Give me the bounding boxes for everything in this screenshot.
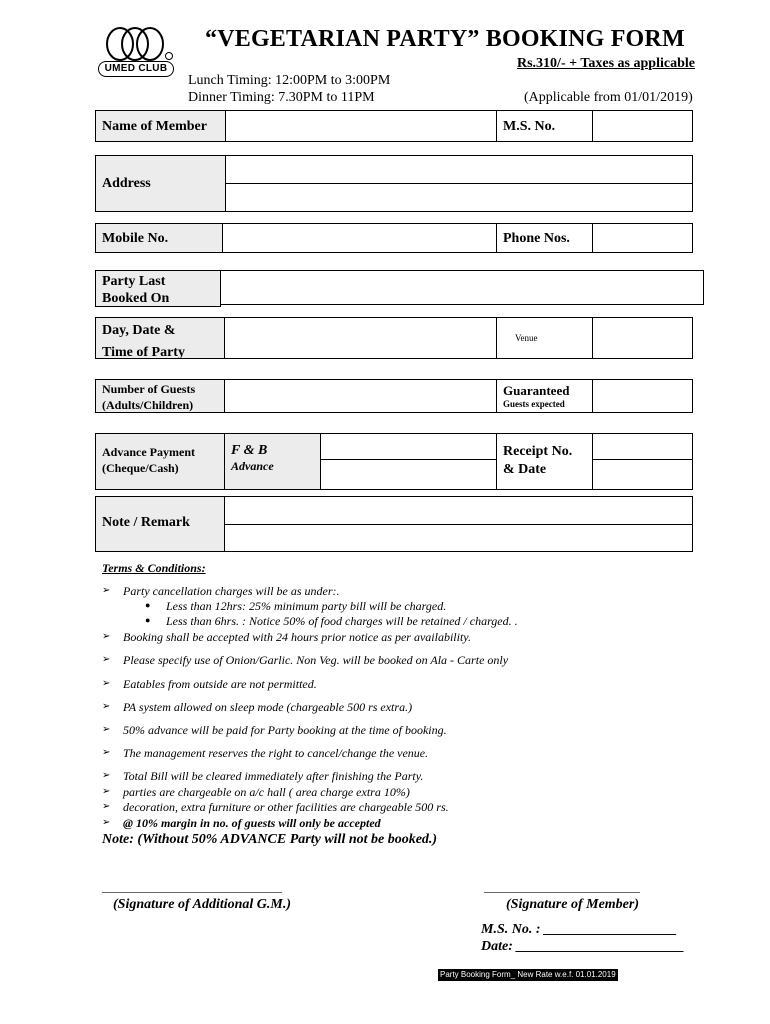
gm-signature-label: (Signature of Additional G.M.) xyxy=(113,897,292,912)
note-remark-label-cell xyxy=(95,496,225,552)
venue-label: Venue xyxy=(515,333,538,343)
venue-field[interactable] xyxy=(592,317,693,359)
arrow-bullet-icon: ➢ xyxy=(102,770,111,781)
day-date-line-1: Day, Date & xyxy=(102,323,176,338)
arrow-bullet-icon: ➢ xyxy=(102,786,111,797)
number-of-guests-label-cell xyxy=(95,379,225,413)
term-6: 50% advance will be paid for Party booking at the time of booking. xyxy=(123,723,447,737)
umed-club-logo xyxy=(98,24,178,80)
dinner-timing: Dinner Timing: 7.30PM to 11PM xyxy=(188,90,375,105)
terms-heading: Terms & Conditions: xyxy=(102,561,206,575)
arrow-bullet-icon: ➢ xyxy=(102,801,111,812)
fb-line-2: Advance xyxy=(231,459,274,473)
day-date-line-2: Time of Party xyxy=(102,345,185,360)
mobile-no-label: Mobile No. xyxy=(102,231,169,246)
term-2: Booking shall be accepted with 24 hours prior notice as per availability. xyxy=(123,630,471,644)
term-5: PA system allowed on sleep mode (chargeable 500 rs extra.) xyxy=(123,700,413,714)
guaranteed-label-cell xyxy=(496,379,593,413)
address-label: Address xyxy=(102,176,151,191)
dot-bullet-icon: ● xyxy=(145,615,151,625)
advance-payment-label xyxy=(102,444,195,476)
term-1: Party cancellation charges will be as under:. xyxy=(123,584,340,598)
note-remark-label: Note / Remark xyxy=(102,515,190,530)
arrow-bullet-icon: ➢ xyxy=(102,585,111,596)
rate-text: Rs.310/- + Taxes as applicable xyxy=(517,56,695,71)
party-last-line-2: Booked On xyxy=(102,291,170,306)
ms-no-label: M.S. No. xyxy=(503,119,556,134)
guaranteed-label xyxy=(503,383,569,409)
guests-line-1: Number of Guests xyxy=(102,382,196,396)
term-10: decoration, extra furniture or other facilities are chargeable 500 rs. xyxy=(123,800,449,814)
phone-nos-label: Phone Nos. xyxy=(503,231,570,246)
arrow-bullet-icon: ➢ xyxy=(102,654,111,665)
term-1b: Less than 6hrs. : Notice 50% of food charges will be retained / charged. . xyxy=(166,614,518,628)
phone-nos-label-cell xyxy=(496,223,593,253)
phone-nos-field[interactable] xyxy=(592,223,693,253)
gm-signature-line: ______________________________ xyxy=(102,880,282,894)
number-of-guests-label xyxy=(102,381,195,413)
receipt-label xyxy=(503,443,572,479)
mobile-no-label-cell xyxy=(95,223,223,253)
term-7: The management reserves the right to cancel/change the venue. xyxy=(123,746,429,760)
note-remark-field-1[interactable] xyxy=(224,496,693,525)
arrow-bullet-icon: ➢ xyxy=(102,678,111,689)
member-ms-no: M.S. No. : ___________________ xyxy=(481,922,678,937)
advance-note: Note: (Without 50% ADVANCE Party will not be booked.) xyxy=(102,832,438,847)
footer-tag: Party Booking Form_ New Rate w.e.f. 01.01.2019 xyxy=(440,970,616,979)
term-8: Total Bill will be cleared immediately after finishing the Party. xyxy=(123,769,424,783)
advance-line-1: Advance Payment xyxy=(102,445,195,459)
guests-line-2: (Adults/Children) xyxy=(102,398,194,412)
advance-line-2: (Cheque/Cash) xyxy=(102,461,179,475)
party-last-booked-label-cell xyxy=(95,270,221,307)
advance-payment-label-cell xyxy=(95,433,225,490)
receipt-line-2: & Date xyxy=(503,462,547,477)
party-last-line-1: Party Last xyxy=(102,274,166,289)
lunch-timing: Lunch Timing: 12:00PM to 3:00PM xyxy=(188,73,391,88)
term-9: parties are chargeable on a/c hall ( area charge extra 10%) xyxy=(123,785,410,799)
arrow-bullet-icon: ➢ xyxy=(102,631,111,642)
address-label-cell xyxy=(95,155,226,212)
arrow-bullet-icon: ➢ xyxy=(102,724,111,735)
receipt-label-cell xyxy=(496,433,593,490)
term-3: Please specify use of Onion/Garlic. Non Veg. will be booked on Ala - Carte only xyxy=(123,653,509,667)
address-line-1-field[interactable] xyxy=(225,155,693,184)
receipt-field-1[interactable] xyxy=(592,433,693,460)
applicable-from: (Applicable from 01/01/2019) xyxy=(524,90,693,105)
member-signature-label: (Signature of Member) xyxy=(506,897,639,912)
term-4: Eatables from outside are not permitted. xyxy=(123,677,317,691)
party-last-booked-field[interactable] xyxy=(220,270,704,305)
guests-expected-text: Guests expected xyxy=(503,399,565,409)
term-1a: Less than 12hrs: 25% minimum party bill will be charged. xyxy=(166,599,447,613)
guaranteed-field[interactable] xyxy=(592,379,693,413)
fb-line-1: F & B xyxy=(231,443,268,458)
fb-advance-field-1[interactable] xyxy=(320,433,497,460)
name-of-member-label-cell xyxy=(95,110,226,142)
receipt-line-1: Receipt No. xyxy=(503,444,573,459)
member-signature-line: __________________________ xyxy=(484,880,640,894)
fb-advance-field-2[interactable] xyxy=(320,459,497,490)
name-of-member-field[interactable] xyxy=(225,110,497,142)
mobile-no-field[interactable] xyxy=(222,223,497,253)
arrow-bullet-icon: ➢ xyxy=(102,747,111,758)
day-date-time-label xyxy=(102,320,185,364)
term-11: @ 10% margin in no. of guests will only be accepted xyxy=(123,816,381,830)
number-of-guests-field[interactable] xyxy=(224,379,497,413)
note-remark-field-2[interactable] xyxy=(224,524,693,552)
arrow-bullet-icon: ➢ xyxy=(102,701,111,712)
fb-advance-label-cell xyxy=(224,433,321,490)
arrow-bullet-icon: ➢ xyxy=(102,817,111,828)
day-date-time-field[interactable] xyxy=(224,317,497,359)
ms-no-field[interactable] xyxy=(592,110,693,142)
party-last-booked-label xyxy=(102,273,169,307)
member-date: Date: ________________________ xyxy=(481,939,685,954)
venue-label-cell xyxy=(496,317,593,359)
page-title: “VEGETARIAN PARTY” BOOKING FORM xyxy=(205,26,685,52)
ms-no-label-cell xyxy=(496,110,593,142)
day-date-time-label-cell xyxy=(95,317,225,359)
guaranteed-text: Guaranteed xyxy=(503,383,570,398)
logo-text: UMED CLUB xyxy=(98,61,174,77)
dot-bullet-icon: ● xyxy=(145,600,151,610)
fb-advance-label xyxy=(231,443,274,474)
address-line-2-field[interactable] xyxy=(225,183,693,212)
logo-rings-icon xyxy=(98,24,178,64)
receipt-field-2[interactable] xyxy=(592,459,693,490)
name-of-member-label: Name of Member xyxy=(102,119,207,134)
